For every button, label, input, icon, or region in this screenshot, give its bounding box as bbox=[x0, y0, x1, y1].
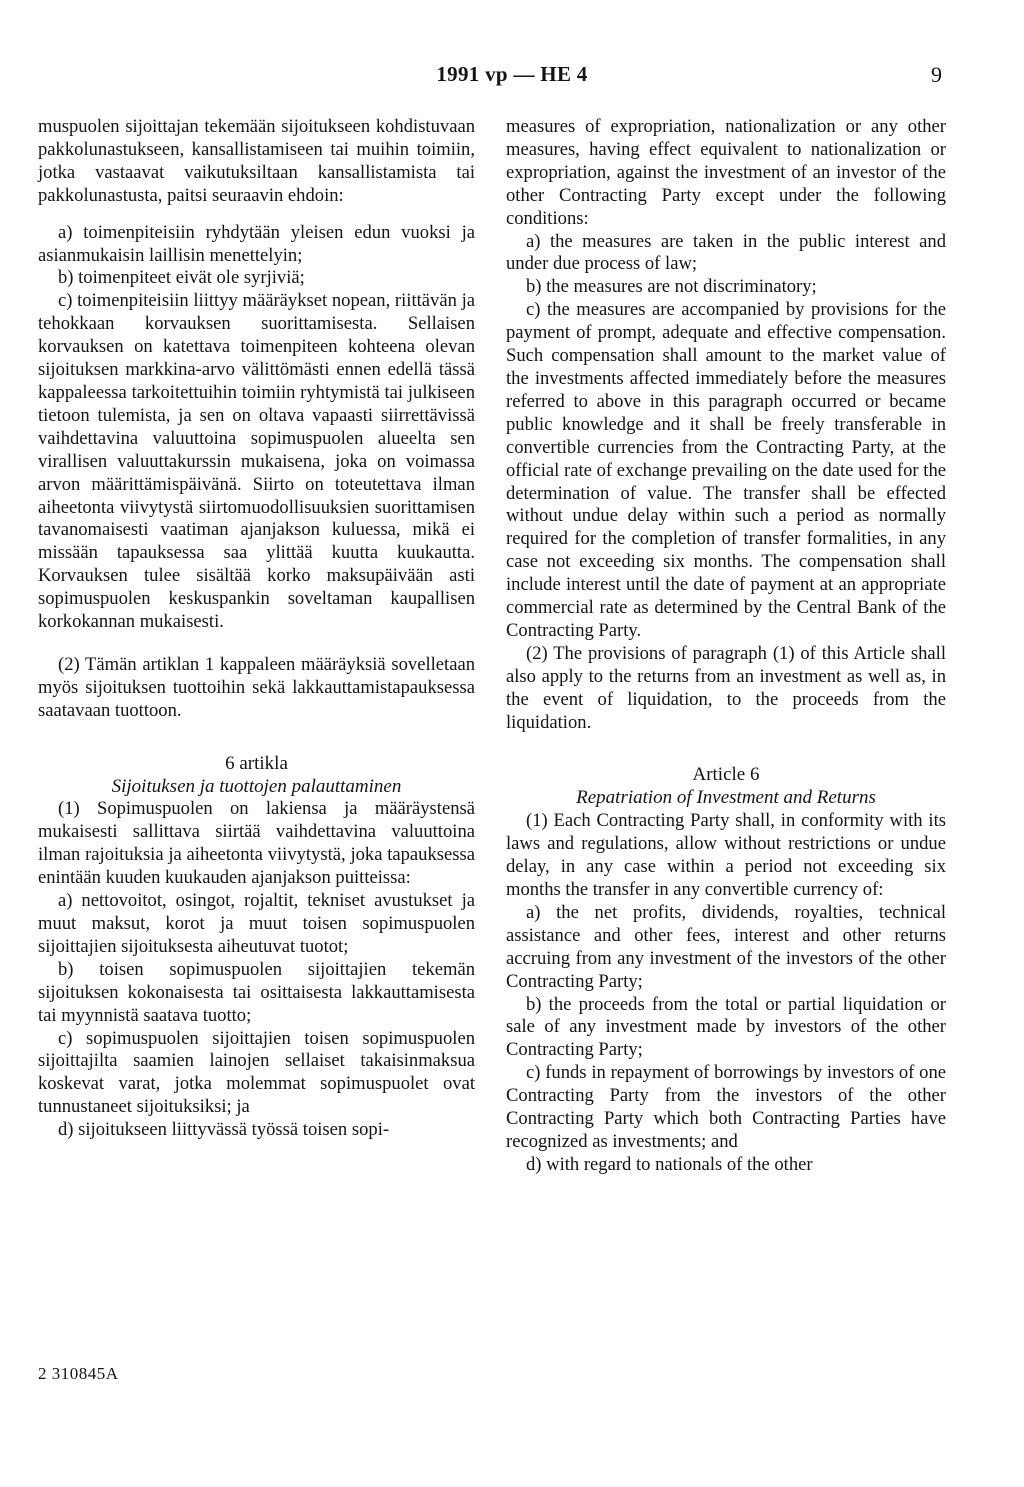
fi-article-subtitle: Sijoituksen ja tuottojen palauttaminen bbox=[111, 775, 402, 797]
en-item-b: b) the measures are not discriminatory; bbox=[526, 276, 817, 298]
fi-paragraph-2: (2) Tämän artiklan 1 kappaleen määräyksiä sovelletaan myös sijoituksen tuottoihin sekä lakkauttamistapauksessa saatavaan tuottoon. bbox=[38, 653, 475, 721]
en-article6-paragraph-1: (1) Each Contracting Party shall, in conformity with its laws and regulations, allow without restrictions or undue delay, in any case within a period not exceeding six months the transfer in any convertible currency of: bbox=[506, 810, 946, 900]
page-number: 9 bbox=[931, 62, 942, 87]
english-column bbox=[506, 116, 946, 1177]
en-item-c: c) the measures are accompanied by provisions for the payment of prompt, adequate and effective compensation. Such compensation shall amount to the market value of the investments affected immediately before the measures referred to above in this paragraph occurred or became public knowledge and it shall be freely transferable in convertible currencies from the Contracting Party, at the official rate of exchange prevailing on the date used for the determination of value. The transfer shall be effected without undue delay within such a period as normally required for the completion of transfer formalities, in any case not exceeding six months. The compensation shall include interest until the date of payment at an appropriate commercial rate as determined by the Central Bank of the Contracting Party. bbox=[506, 299, 946, 641]
en-article6-item-a: a) the net profits, dividends, royalties, technical assistance and other fees, interest and other returns accruing from any investment of the investors of the other Contracting Party; bbox=[506, 901, 946, 992]
en-paragraph-continuation: measures of expropriation, nationalization or any other measures, having effect equivalent to nationalization or expropriation, against the investment of an investor of the other Contracting Party except under the following conditions: bbox=[506, 116, 946, 229]
fi-article6-item-b: b) toisen sopimuspuolen sijoittajien tekemän sijoituksen kokonaisesta tai osittaisesta lakkauttamisesta tai myynnistä saatava tuotto; bbox=[38, 958, 475, 1026]
fi-article6-paragraph-1: (1) Sopimuspuolen on lakiensa ja määräystensä mukaisesti sallittava siirtää vaihdettavina valuuttoina ilman rajoituksia ja aiheetonta viivytystä, joka tapauksessa enintään kuuden kuukauden ajanjakson puitteissa: bbox=[38, 798, 475, 889]
en-item-a: a) the measures are taken in the public interest and under due process of law; bbox=[506, 230, 946, 275]
document-title: 1991 vp — HE 4 bbox=[436, 62, 588, 86]
finnish-column bbox=[38, 116, 475, 1142]
page-header bbox=[0, 62, 1024, 92]
en-article6-item-c: c) funds in repayment of borrowings by investors of one Contracting Party from the investors of the other Contracting Party which both Contracting Parties have recognized as investments; and bbox=[506, 1062, 946, 1152]
fi-article-title: 6 artikla bbox=[225, 752, 288, 774]
en-article-subtitle: Repatriation of Investment and Returns bbox=[576, 787, 876, 809]
fi-article6-item-d: d) sijoitukseen liittyvässä työssä toisen sopi- bbox=[58, 1119, 390, 1141]
en-article6-item-b: b) the proceeds from the total or partial liquidation or sale of any investment made by investors of the other Contracting Party; bbox=[506, 993, 946, 1061]
fi-item-c: c) toimenpiteisiin liittyy määräykset nopean, riittävän ja tehokkaan korvauksen suorittamisesta. Sellaisen korvauksen on katettava toimenpiteen kohteena olevan sijoituksen markkina-arvo välittömästi ennen edellä tässä kappaleessa tarkoitettuihin toimiin ryhtymistä tai julkiseen tietoon tulemista, ja sen on oltava vapaasti siirrettävissä vaihdettavina valuuttoina sopimuspuolen alueelta sen virallisen valuuttakurssin mukaisena, joka on voimassa arvon määrittämispäivänä. Siirto on toteutettava ilman aiheetonta viivytystä siirtomuodollisuuksien suorittamisen tavanomaisesti vaatiman ajanjakson kuluessa, mikä ei missään tapauksessa saa ylittää kuutta kuukautta. Korvauksen tulee sisältää korko maksupäivään asti sopimuspuolen keskuspankin soveltaman kaupallisen korkokannan mukaisesti. bbox=[38, 290, 475, 633]
fi-item-a: a) toimenpiteisiin ryhdytään yleisen edun vuoksi ja asianmukaisin laillisin menettelyin; bbox=[38, 221, 475, 266]
footer-print-code: 2 310845A bbox=[38, 1364, 119, 1383]
en-article6-item-d: d) with regard to nationals of the other bbox=[526, 1153, 813, 1175]
en-paragraph-2: (2) The provisions of paragraph (1) of this Article shall also apply to the returns from an investment as well as, in the event of liquidation, to the proceeds from the liquidation. bbox=[506, 642, 946, 733]
fi-article6-item-a: a) nettovoitot, osingot, rojaltit, tekniset avustukset ja muut maksut, korot ja muut toisen sopimuspuolen sijoittajien sijoituksesta aiheutuvat tuotot; bbox=[38, 890, 475, 957]
fi-article6-item-c: c) sopimuspuolen sijoittajien toisen sopimuspuolen sijoittajilta saamien lainojen sellaiset takaisinmaksua koskevat varat, jotka molemmat sopimuspuolet ovat tunnustaneet sijoituksiksi; ja bbox=[38, 1027, 475, 1118]
en-article-title: Article 6 bbox=[692, 764, 760, 786]
fi-paragraph-continuation: muspuolen sijoittajan tekemään sijoitukseen kohdistuvaan pakkolunastukseen, kansallistamiseen tai muihin toimiin, jotka vastaavat vaikutuksiltaan kansallistamista tai pakkolunastusta, paitsi seuraavin ehdoin: bbox=[38, 116, 475, 206]
fi-item-b: b) toimenpiteet eivät ole syrjiviä; bbox=[58, 267, 305, 289]
